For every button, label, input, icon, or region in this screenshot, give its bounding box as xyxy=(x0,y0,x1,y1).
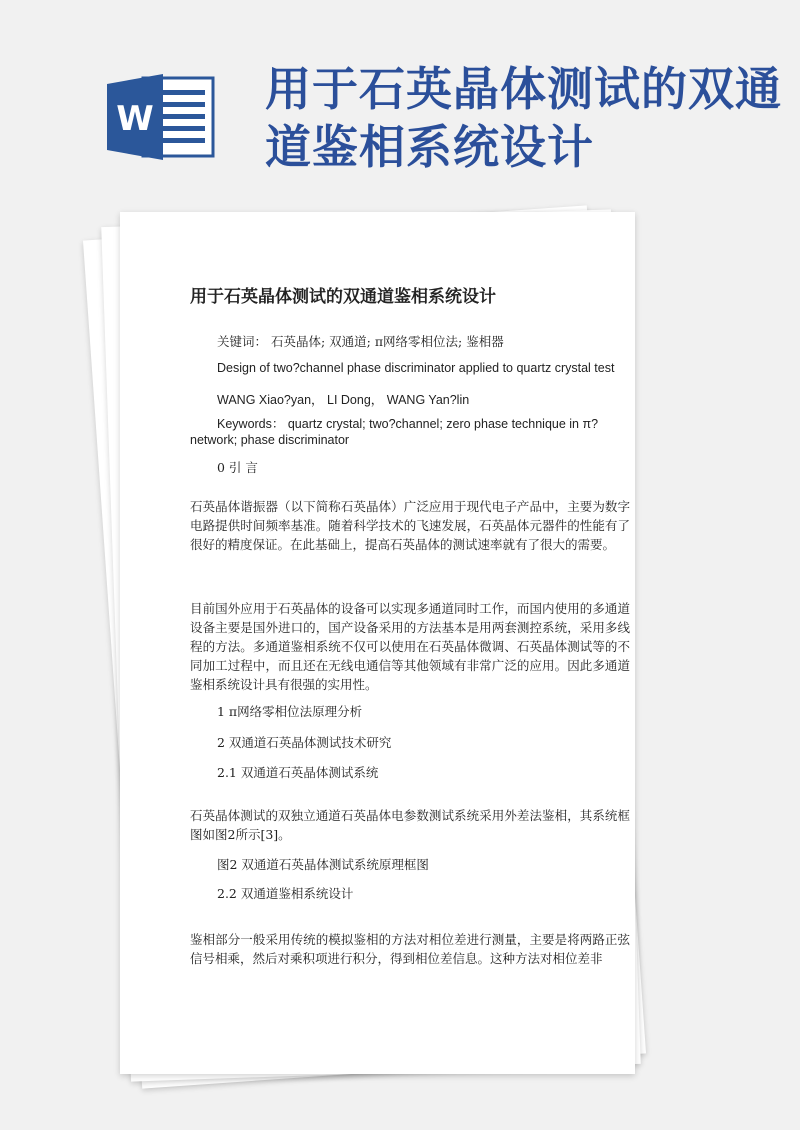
section-heading-2-2: 2.2 双通道鉴相系统设计 xyxy=(217,886,354,901)
paragraph-phase: 鉴相部分一般采用传统的模拟鉴相的方法对相位差进行测量，主要是将两路正弦信号相乘，然后对乘积项进行积分，得到相位差信息。这种方法对相位差非 xyxy=(190,932,630,966)
section-heading-2-1: 2.1 双通道石英晶体测试系统 xyxy=(217,765,379,780)
paragraph-system: 石英晶体测试的双独立通道石英晶体电参数测试系统采用外差法鉴相，其系统框图如图2所示[3]。 xyxy=(190,808,630,842)
keywords-cn: 关键词： 石英晶体; 双通道; π网络零相位法; 鉴相器 xyxy=(217,334,504,349)
section-heading-intro: 0 引 言 xyxy=(217,460,258,475)
word-document-icon xyxy=(105,72,217,162)
svg-text:W: W xyxy=(116,99,154,139)
section-heading-2: 2 双通道石英晶体测试技术研究 xyxy=(217,735,392,750)
paragraph-intro-1: 石英晶体谐振器（以下简称石英晶体）广泛应用于现代电子产品中，主要为数字电路提供时间频率基准。随着科学技术的飞速发展，石英晶体元器件的性能有了很好的精度保证。在此基础上，提高石英晶体的测试速率就有了很大的需要。 xyxy=(190,499,630,552)
section-heading-1: 1 π网络零相位法原理分析 xyxy=(217,704,363,719)
paragraph-intro-2: 目前国外应用于石英晶体的设备可以实现多通道同时工作，而国内使用的多通道设备主要是国外进口的，国产设备采用的方法基本是用两套测控系统，采用多线程的方法。多通道鉴相系统不仅可以使用在石英晶体微调、石英晶体测试等的不同加工过程中，而且还在无线电通信等其他领域有非常广泛的应用。因此多通道鉴相系统设计具有很强的实用性。 xyxy=(190,601,630,692)
document-title: 用于石英晶体测试的双通道鉴相系统设计 xyxy=(190,287,496,307)
english-keywords: Keywords： quartz crystal; two?channel; zero phase technique in π?network; phase discriminator xyxy=(190,417,599,447)
page-title: 用于石英晶体测试的双通道鉴相系统设计 xyxy=(265,62,782,174)
figure-caption-2: 图2 双通道石英晶体测试系统原理框图 xyxy=(217,857,429,872)
english-authors: WANG Xiao?yan， LI Dong， WANG Yan?lin xyxy=(217,393,470,407)
english-title: Design of two?channel phase discriminator applied to quartz crystal test xyxy=(217,361,615,375)
